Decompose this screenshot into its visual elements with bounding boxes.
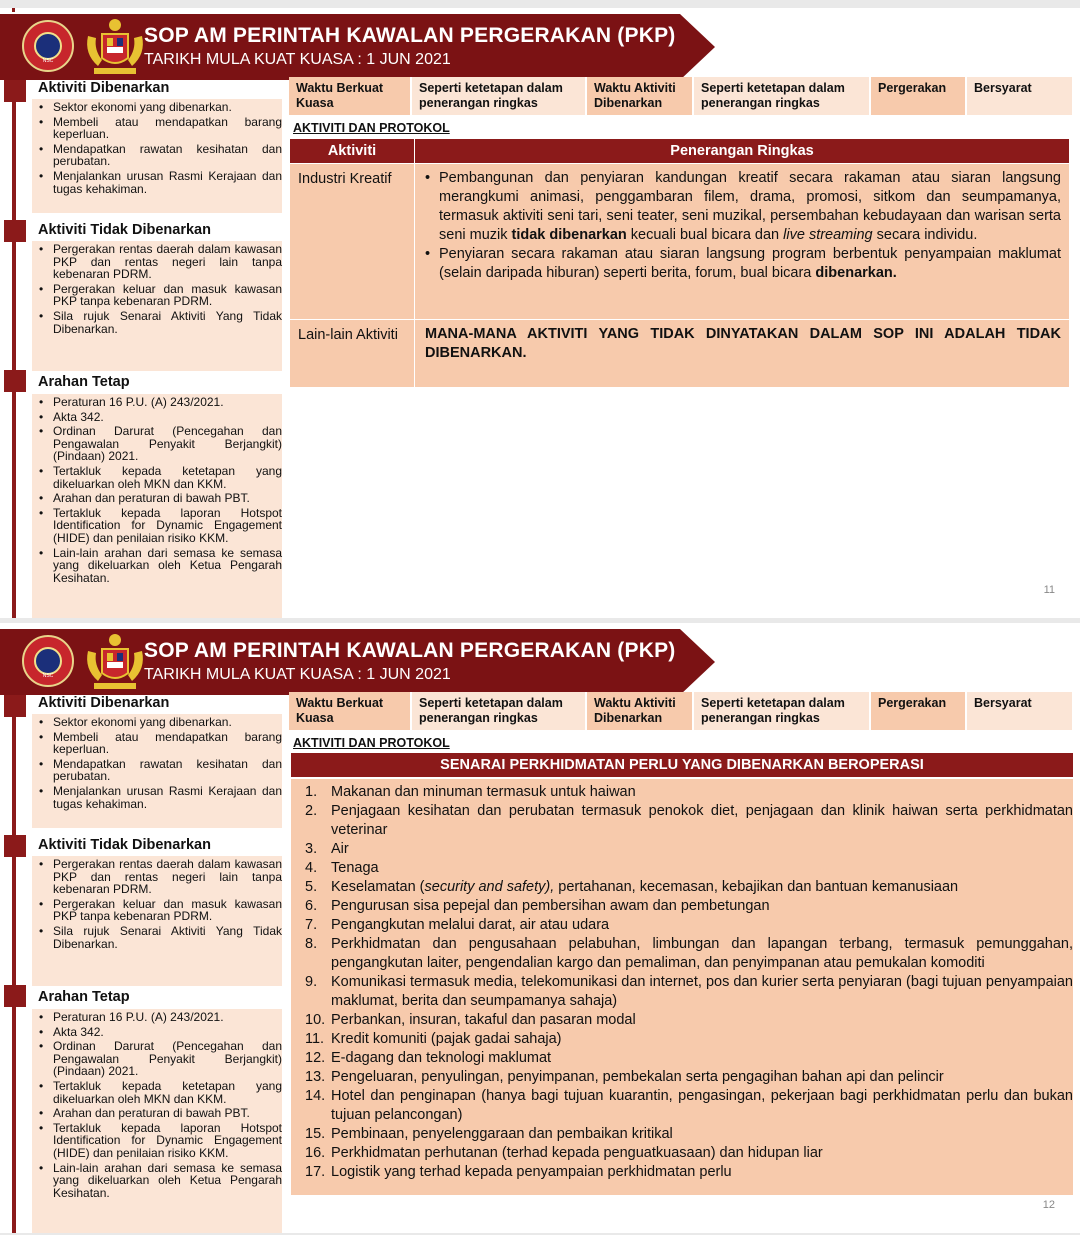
header-info-row bbox=[289, 692, 1073, 730]
work-hours-label: Waktu Berkuat Kuasa bbox=[289, 692, 410, 730]
service-number: 17. bbox=[305, 1164, 326, 1180]
directives-heading: Arahan Tetap bbox=[38, 374, 130, 390]
list-item: • Pergerakan keluar dan masuk kawasan PKP tanpa kebenaran PDRM. bbox=[53, 283, 282, 310]
not-allowed-heading: Aktiviti Tidak Dibenarkan bbox=[38, 222, 211, 238]
service-number: 16. bbox=[305, 1145, 326, 1161]
list-item: • Menjalankan urusan Rasmi Kerajaan dan tugas kehakiman. bbox=[53, 785, 282, 812]
allowed-heading: Aktiviti Dibenarkan bbox=[38, 80, 170, 96]
list-item: • Sila rujuk Senarai Aktiviti Yang Tidak Dibenarkan. bbox=[53, 310, 282, 337]
work-hours-value: Seperti ketetapan dalam penerangan ringkas bbox=[412, 692, 585, 730]
service-item bbox=[301, 783, 1073, 802]
service-number: 5. bbox=[305, 879, 318, 895]
service-text: Pembinaan, penyelenggaraan dan pembaikan kritikal bbox=[331, 1126, 673, 1142]
service-number: 4. bbox=[305, 860, 318, 876]
not-allowed-list bbox=[32, 241, 282, 337]
list-item: • Peraturan 16 P.U. (A) 243/2021. bbox=[53, 396, 282, 411]
allowed-list bbox=[32, 99, 282, 197]
directives-box bbox=[32, 1009, 282, 1233]
service-text-rest: pertahanan, kecemasan, kebajikan dan bantuan kemanusiaan bbox=[554, 879, 959, 895]
rail-marker bbox=[4, 220, 26, 242]
page-number: 12 bbox=[1042, 1199, 1055, 1211]
work-hours-value: Seperti ketetapan dalam penerangan ringkas bbox=[412, 77, 585, 115]
list-item: • Ordinan Darurat (Pencegahan dan Pengawalan Penyakit Berjangkit) (Pindaan) 2021. bbox=[53, 425, 282, 465]
page-number: 11 bbox=[1043, 584, 1055, 596]
service-text: Makanan dan minuman termasuk untuk haiwan bbox=[331, 784, 636, 800]
service-text: Pengeluaran, penyulingan, penyimpanan, pembekalan serta pengagihan bahan api dan pelincir bbox=[331, 1069, 944, 1085]
directives-list bbox=[32, 1009, 282, 1201]
rail-marker bbox=[4, 985, 26, 1007]
section-label: AKTIVITI DAN PROTOKOL bbox=[293, 736, 450, 750]
service-text: Logistik yang terhad kepada penyampaian perkhidmatan perlu bbox=[331, 1164, 732, 1180]
sidebar-rail bbox=[12, 695, 16, 1233]
movement-value: Bersyarat bbox=[967, 77, 1072, 115]
service-text: Kredit komuniti (pajak gadai sahaja) bbox=[331, 1031, 562, 1047]
banner-subtitle: TARIKH MULA KUAT KUASA : 1 JUN 2021 bbox=[144, 666, 451, 683]
service-text: E-dagang dan teknologi maklumat bbox=[331, 1050, 552, 1066]
table-row bbox=[290, 164, 1070, 320]
header-info-row bbox=[289, 77, 1073, 115]
activity-table bbox=[289, 138, 1070, 388]
service-item bbox=[301, 935, 1073, 973]
list-item: • Tertakluk kepada ketetapan yang dikeluarkan oleh MKN dan KKM. bbox=[53, 1080, 282, 1107]
service-item bbox=[301, 1030, 1073, 1049]
service-number: 7. bbox=[305, 917, 318, 933]
movement-value: Bersyarat bbox=[967, 692, 1072, 730]
service-item bbox=[301, 1049, 1073, 1068]
description-bullet: • Pembangunan dan penyiaran kandungan kreatif secara rakaman atau siaran langsung merangkumi animasi, penggambaran filem, drama, promosi, sitkom dan seumpamanya, termasuk aktiviti seni tari, seni teater, seni muzikal, persembahan kebudayaan dan warisan serta seni muzik tidak dibenarkan kecuali bual bicara dan live streaming secara individu. bbox=[439, 169, 1061, 245]
list-item: • Akta 342. bbox=[53, 411, 282, 426]
service-text-italic: security and safety), bbox=[424, 879, 555, 895]
list-item: • Sektor ekonomi yang dibenarkan. bbox=[53, 101, 282, 116]
coat-of-arms-logo bbox=[80, 16, 150, 78]
service-item bbox=[301, 878, 1073, 897]
service-number: 8. bbox=[305, 936, 318, 952]
service-item bbox=[301, 1011, 1073, 1030]
services-list-box bbox=[291, 779, 1073, 1195]
service-item bbox=[301, 1068, 1073, 1087]
description-cell: MANA-MANA AKTIVITI YANG TIDAK DINYATAKAN DALAM SOP INI ADALAH TIDAK DIBENARKAN. bbox=[415, 320, 1070, 388]
service-text: Hotel dan penginapan (hanya bagi tujuan kuarantin, pengasingan, pekerjaan bagi perkhidmatan perlu dan bukan tujuan pelancongan) bbox=[331, 1088, 1073, 1123]
services-list-heading: SENARAI PERKHIDMATAN PERLU YANG DIBENARKAN BEROPERASI bbox=[291, 753, 1073, 777]
directives-list bbox=[32, 394, 282, 586]
list-item: • Membeli atau mendapatkan barang keperluan. bbox=[53, 731, 282, 758]
service-item bbox=[301, 1125, 1073, 1144]
allowed-list bbox=[32, 714, 282, 812]
service-text: Penjagaan kesihatan dan perubatan termasuk penokok diet, penjagaan dan klinik haiwan serta perkhidmatan veterinar bbox=[331, 803, 1073, 838]
service-number: 15. bbox=[305, 1126, 326, 1142]
service-text: Perkhidmatan dan pengusahaan pelabuhan, limbungan dan lapangan terbang, termasuk pemunggahan, pengangkutan laiter, pengendalian kargo dan pemaliman, dan penyimpanan atau pemukalan komoditi bbox=[331, 936, 1073, 971]
service-item bbox=[301, 802, 1073, 840]
rail-marker bbox=[4, 80, 26, 102]
not-allowed-list bbox=[32, 856, 282, 952]
list-item: • Mendapatkan rawatan kesihatan dan perubatan. bbox=[53, 758, 282, 785]
description-cell bbox=[415, 164, 1070, 320]
table-row bbox=[290, 320, 1070, 388]
allowed-box bbox=[32, 99, 282, 213]
col-description-header: Penerangan Ringkas bbox=[415, 139, 1070, 164]
list-item: • Peraturan 16 P.U. (A) 243/2021. bbox=[53, 1011, 282, 1026]
list-item: • Lain-lain arahan dari semasa ke semasa yang dikeluarkan oleh Ketua Pengarah Kesihatan. bbox=[53, 547, 282, 587]
list-item: • Arahan dan peraturan di bawah PBT. bbox=[53, 1107, 282, 1122]
not-allowed-box bbox=[32, 856, 282, 986]
list-item: • Sila rujuk Senarai Aktiviti Yang Tidak Dibenarkan. bbox=[53, 925, 282, 952]
list-item: • Pergerakan rentas daerah dalam kawasan PKP dan rentas negeri lain tanpa kebenaran PDRM. bbox=[53, 243, 282, 283]
col-activity-header: Aktiviti bbox=[290, 139, 415, 164]
service-text: Perbankan, insuran, takaful dan pasaran modal bbox=[331, 1012, 636, 1028]
service-item bbox=[301, 1144, 1073, 1163]
service-number: 11. bbox=[305, 1031, 325, 1047]
list-item: • Tertakluk kepada ketetapan yang dikeluarkan oleh MKN dan KKM. bbox=[53, 465, 282, 492]
service-item bbox=[301, 916, 1073, 935]
list-item: • Sektor ekonomi yang dibenarkan. bbox=[53, 716, 282, 731]
allowed-box bbox=[32, 714, 282, 828]
not-allowed-heading: Aktiviti Tidak Dibenarkan bbox=[38, 837, 211, 853]
services-list bbox=[301, 783, 1073, 1182]
activity-hours-label: Waktu Aktiviti Dibenarkan bbox=[587, 77, 692, 115]
service-item bbox=[301, 897, 1073, 916]
service-number: 13. bbox=[305, 1069, 326, 1085]
service-number: 14. bbox=[305, 1088, 326, 1104]
service-item bbox=[301, 840, 1073, 859]
rail-marker bbox=[4, 695, 26, 717]
list-item: • Arahan dan peraturan di bawah PBT. bbox=[53, 492, 282, 507]
rail-marker bbox=[4, 835, 26, 857]
slide-page-11 bbox=[0, 8, 1080, 618]
movement-label: Pergerakan bbox=[871, 77, 965, 115]
directives-box bbox=[32, 394, 282, 618]
activity-hours-value: Seperti ketetapan dalam penerangan ringkas bbox=[694, 77, 869, 115]
list-item: • Pergerakan keluar dan masuk kawasan PKP tanpa kebenaran PDRM. bbox=[53, 898, 282, 925]
activity-cell: Industri Kreatif bbox=[290, 164, 415, 320]
description-bullet: • Penyiaran secara rakaman atau siaran langsung program berbentuk penyampaian maklumat (selain daripada hiburan) seperti berita, forum, bual bicara dibenarkan. bbox=[439, 245, 1061, 283]
service-item bbox=[301, 1087, 1073, 1125]
service-text: Keselamatan ( bbox=[331, 879, 425, 895]
list-item: • Lain-lain arahan dari semasa ke semasa yang dikeluarkan oleh Ketua Pengarah Kesihatan. bbox=[53, 1162, 282, 1202]
list-item: • Tertakluk kepada laporan Hotspot Identification for Dynamic Engagement (HIDE) dan penilaian risiko KKM. bbox=[53, 507, 282, 547]
service-text: Pengangkutan melalui darat, air atau udara bbox=[331, 917, 610, 933]
banner-title: SOP AM PERINTAH KAWALAN PERGERAKAN (PKP) bbox=[144, 24, 676, 47]
service-text: Perkhidmatan perhutanan (terhad kepada penguatkuasaan) dan hidupan liar bbox=[331, 1145, 823, 1161]
service-number: 2. bbox=[305, 803, 318, 819]
service-text: Air bbox=[331, 841, 349, 857]
list-item: • Mendapatkan rawatan kesihatan dan perubatan. bbox=[53, 143, 282, 170]
nsc-logo: NSC bbox=[22, 20, 74, 72]
service-text: Pengurusan sisa pepejal dan pembersihan awam dan pembetungan bbox=[331, 898, 770, 914]
list-item: • Ordinan Darurat (Pencegahan dan Pengawalan Penyakit Berjangkit) (Pindaan) 2021. bbox=[53, 1040, 282, 1080]
service-number: 3. bbox=[305, 841, 318, 857]
service-item bbox=[301, 859, 1073, 878]
list-item: • Tertakluk kepada laporan Hotspot Identification for Dynamic Engagement (HIDE) dan penilaian risiko KKM. bbox=[53, 1122, 282, 1162]
directives-heading: Arahan Tetap bbox=[38, 989, 130, 1005]
banner-title: SOP AM PERINTAH KAWALAN PERGERAKAN (PKP) bbox=[144, 639, 676, 662]
service-number: 9. bbox=[305, 974, 318, 990]
allowed-heading: Aktiviti Dibenarkan bbox=[38, 695, 170, 711]
list-item: • Pergerakan rentas daerah dalam kawasan PKP dan rentas negeri lain tanpa kebenaran PDRM. bbox=[53, 858, 282, 898]
coat-of-arms-logo bbox=[80, 631, 150, 693]
slide-page-12 bbox=[0, 623, 1080, 1233]
activity-hours-label: Waktu Aktiviti Dibenarkan bbox=[587, 692, 692, 730]
sidebar-rail bbox=[12, 80, 16, 618]
section-label: AKTIVITI DAN PROTOKOL bbox=[293, 121, 450, 135]
movement-label: Pergerakan bbox=[871, 692, 965, 730]
service-text: Komunikasi termasuk media, telekomunikasi dan internet, pos dan kurier serta penyiaran (bagi tujuan penyampaian maklumat, berita dan seumpamanya sahaja) bbox=[331, 974, 1073, 1009]
service-text: Tenaga bbox=[331, 860, 379, 876]
service-number: 6. bbox=[305, 898, 318, 914]
list-item: • Akta 342. bbox=[53, 1026, 282, 1041]
rail-marker bbox=[4, 370, 26, 392]
activity-cell: Lain-lain Aktiviti bbox=[290, 320, 415, 388]
list-item: • Membeli atau mendapatkan barang keperluan. bbox=[53, 116, 282, 143]
service-number: 1. bbox=[305, 784, 318, 800]
service-item bbox=[301, 1163, 1073, 1182]
service-number: 12. bbox=[305, 1050, 326, 1066]
service-item bbox=[301, 973, 1073, 1011]
banner-subtitle: TARIKH MULA KUAT KUASA : 1 JUN 2021 bbox=[144, 51, 451, 68]
work-hours-label: Waktu Berkuat Kuasa bbox=[289, 77, 410, 115]
activity-hours-value: Seperti ketetapan dalam penerangan ringkas bbox=[694, 692, 869, 730]
not-allowed-box bbox=[32, 241, 282, 371]
service-number: 10. bbox=[305, 1012, 326, 1028]
nsc-logo: NSC bbox=[22, 635, 74, 687]
slide-top-marker bbox=[12, 8, 15, 12]
list-item: • Menjalankan urusan Rasmi Kerajaan dan tugas kehakiman. bbox=[53, 170, 282, 197]
